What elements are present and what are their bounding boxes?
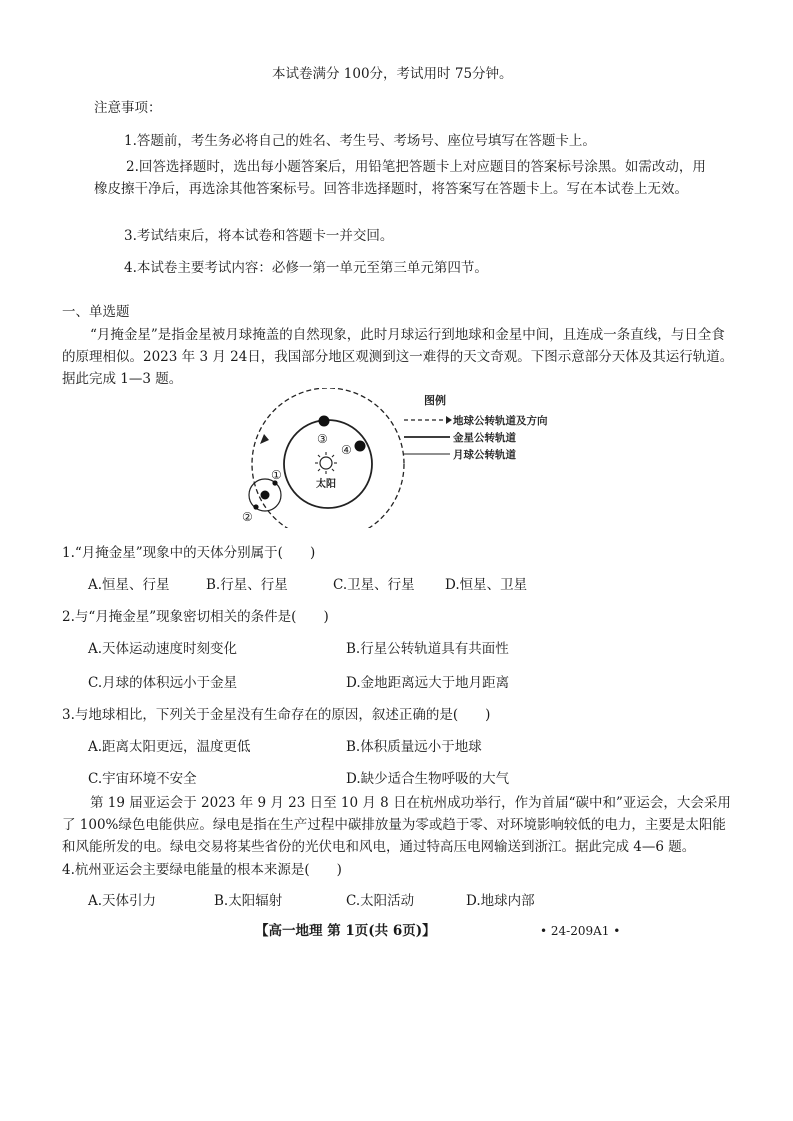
orbit-direction-arrow xyxy=(260,434,269,444)
note-item-1: 1.答题前，考生务必将自己的姓名、考生号、考场号、座位号填写在答题卡上。 xyxy=(124,133,596,149)
exam-score-time: 本试卷满分 100分，考试用时 75分钟。 xyxy=(272,66,513,82)
section-title: 一、单选题 xyxy=(62,304,130,320)
moon-position-2 xyxy=(253,504,258,509)
sun-icon xyxy=(315,452,337,474)
q4-option-c[interactable]: C.太阳活动 xyxy=(346,893,415,909)
q2-option-b[interactable]: B.行星公转轨道具有共面性 xyxy=(346,641,509,657)
marker-3: ③ xyxy=(317,432,328,446)
passage-1: “月掩金星”是指金星被月球掩盖的自然现象，此时月球运行到地球和金星中间，且连成一条直线，与日全食的原理相似。2023 年 3 月 24日，我国部分地区观测到这一难得的天文奇观。下图示意部分天体及其运行轨道。据此完成 1—3 题。 xyxy=(62,327,734,387)
venus-orbit xyxy=(284,420,372,508)
q2-option-c[interactable]: C.月球的体积远小于金星 xyxy=(88,675,238,691)
q1-option-d[interactable]: D.恒星、卫星 xyxy=(445,577,528,593)
question-3-stem: 3.与地球相比，下列关于金星没有生命存在的原因，叙述正确的是( ) xyxy=(62,707,491,723)
earth xyxy=(261,491,270,500)
q3-option-b[interactable]: B.体积质量远小于地球 xyxy=(346,739,482,755)
notes-title: 注意事项： xyxy=(94,100,162,116)
venus-position-3 xyxy=(319,416,330,427)
passage-2: 第 19 届亚运会于 2023 年 9 月 23 日至 10 月 8 日在杭州成功举行，作为首届“碳中和”亚运会，大会采用了 100%绿色电能供应。绿电是指在生产过程中碳排放量为零或趋于零、对环境影响较低的电力，主要是太阳能和风能所发的电。绿电交易将某些省份的光伏电和风电，通过特高压电网输送到浙江。据此完成 4—6 题。 xyxy=(62,795,731,855)
footer-code: • 24-209A1 • xyxy=(540,924,621,938)
legend-title: 图例 xyxy=(424,394,446,407)
legend-earth-orbit-label: 地球公转轨道及方向 xyxy=(453,415,548,427)
note-item-4: 4.本试卷主要考试内容：必修一第一单元至第三单元第四节。 xyxy=(124,260,488,276)
question-4-stem: 4.杭州亚运会主要绿电能量的根本来源是( ) xyxy=(62,862,342,878)
q4-option-b[interactable]: B.太阳辐射 xyxy=(214,893,283,909)
q4-option-d[interactable]: D.地球内部 xyxy=(466,893,535,909)
legend-moon-orbit-label: 月球公转轨道 xyxy=(453,449,516,461)
q2-option-d[interactable]: D.金地距离远大于地月距离 xyxy=(346,675,510,691)
venus-position-4 xyxy=(355,441,366,452)
q1-option-b[interactable]: B.行星、行星 xyxy=(206,577,288,593)
marker-4: ④ xyxy=(341,443,352,457)
q1-option-c[interactable]: C.卫星、行星 xyxy=(333,577,415,593)
q4-option-a[interactable]: A.天体引力 xyxy=(88,893,157,909)
note-item-2: 2.回答选择题时，选出每小题答案后，用铅笔把答题卡上对应题目的答案标号涂黑。如需改动，用橡皮擦干净后，再选涂其他答案标号。回答非选择题时，将答案写在答题卡上。写在本试卷上无效。 xyxy=(94,159,706,197)
q3-option-d[interactable]: D.缺少适合生物呼吸的大气 xyxy=(346,771,510,787)
q2-option-a[interactable]: A.天体运动速度时刻变化 xyxy=(88,641,238,657)
q1-option-a[interactable]: A.恒星、行星 xyxy=(88,577,170,593)
legend-venus-orbit-label: 金星公转轨道 xyxy=(453,432,516,444)
marker-2: ② xyxy=(242,510,253,524)
marker-1: ① xyxy=(271,468,282,482)
footer-page-label: 【高一地理 第 1页(共 6页)】 xyxy=(255,923,436,939)
q3-option-c[interactable]: C.宇宙环境不安全 xyxy=(88,771,197,787)
orbit-diagram xyxy=(238,388,568,528)
sun-label: 太阳 xyxy=(316,479,336,490)
note-item-3: 3.考试结束后，将本试卷和答题卡一并交回。 xyxy=(124,228,394,244)
question-2-stem: 2.与“月掩金星”现象密切相关的条件是( ) xyxy=(62,609,329,625)
q3-option-a[interactable]: A.距离太阳更远，温度更低 xyxy=(88,739,251,755)
question-1-stem: 1.“月掩金星”现象中的天体分别属于( ) xyxy=(62,545,316,561)
